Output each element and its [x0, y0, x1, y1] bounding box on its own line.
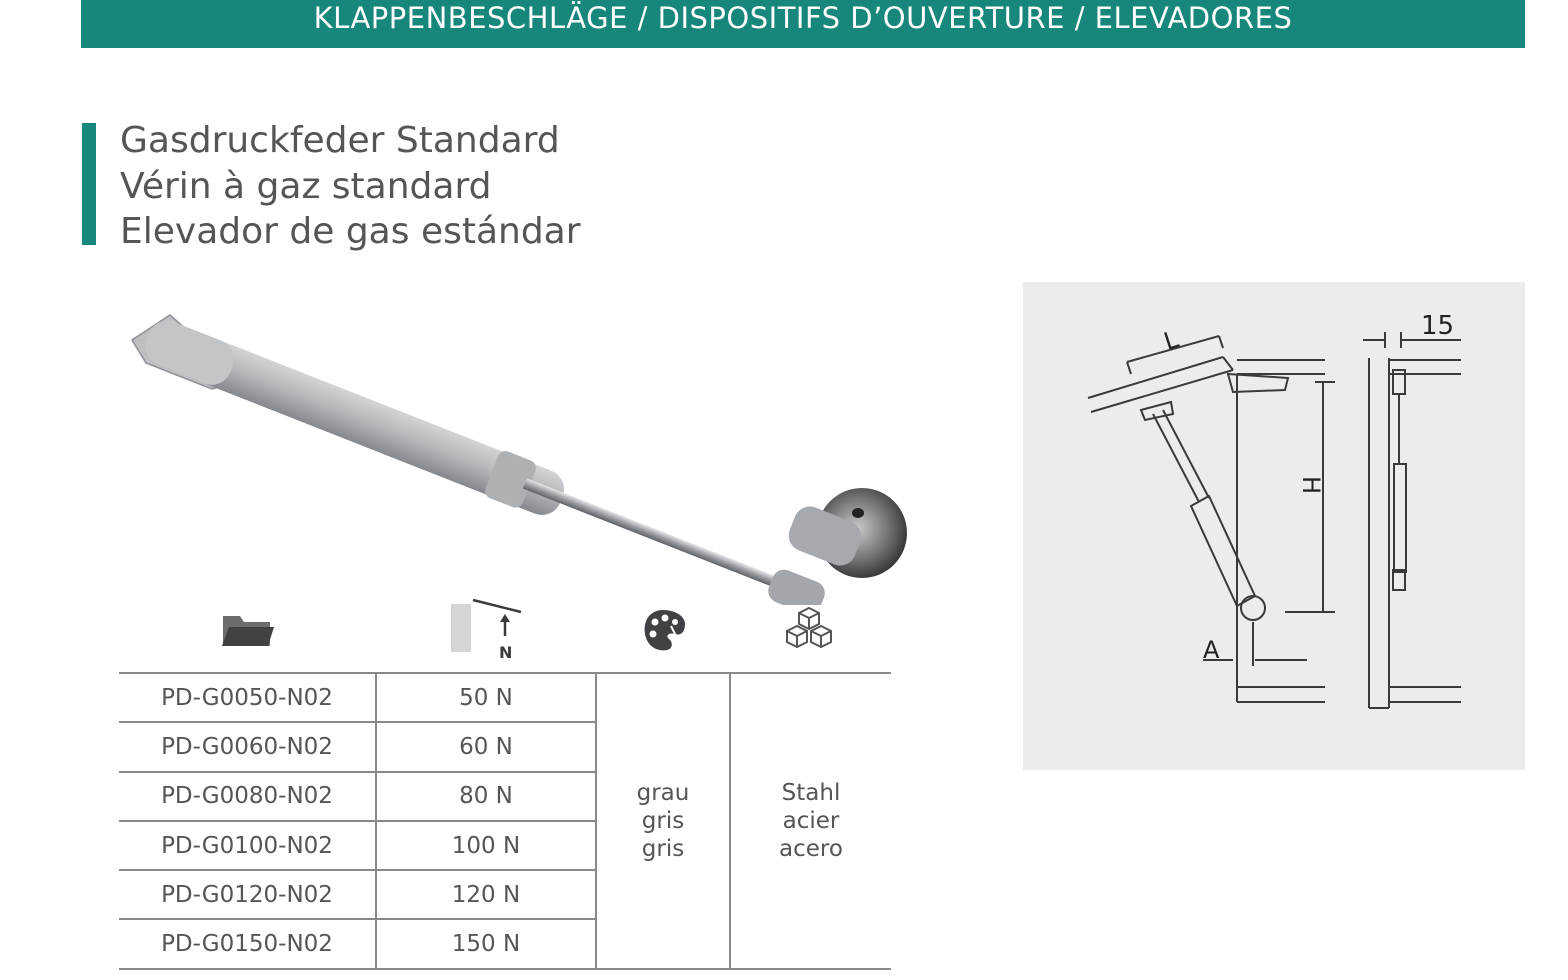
spec-table: [119, 672, 891, 970]
article-code: PD-G0150-N02: [119, 919, 376, 968]
force-value: 50 N: [376, 673, 596, 722]
palette-icon: [641, 606, 687, 654]
force-value: 150 N: [376, 919, 596, 968]
product-title: [120, 118, 581, 255]
dimension-l-label: L: [1160, 325, 1182, 356]
force-value: 60 N: [376, 722, 596, 771]
gas-spring-image: [110, 285, 920, 605]
force-value: 100 N: [376, 821, 596, 870]
cubes-icon: [783, 604, 835, 656]
svg-text:N: N: [499, 643, 513, 662]
product-title-fr: Vérin à gaz standard: [120, 165, 492, 207]
material-cell: Stahl acier acero: [730, 673, 891, 969]
dimension-15-label: 15: [1421, 311, 1455, 341]
article-code: PD-G0080-N02: [119, 772, 376, 821]
article-code: PD-G0100-N02: [119, 821, 376, 870]
section-banner: KLAPPENBESCHLÄGE / DISPOSITIFS D’OUVERTURE / ELEVADORES: [81, 0, 1525, 48]
installation-diagram: [1023, 282, 1525, 770]
dimension-h-label: H: [1297, 476, 1325, 495]
table-row: [119, 673, 891, 722]
force-newton-icon: [449, 598, 525, 662]
title-accent-bar: [82, 123, 96, 245]
article-code: PD-G0120-N02: [119, 870, 376, 919]
column-icons: [119, 598, 891, 670]
force-value: 80 N: [376, 772, 596, 821]
product-title-de: Gasdruckfeder Standard: [120, 120, 560, 161]
article-code: PD-G0050-N02: [119, 673, 376, 722]
force-value: 120 N: [376, 870, 596, 919]
color-cell: grau gris gris: [596, 673, 730, 969]
article-code: PD-G0060-N02: [119, 722, 376, 771]
product-title-es: Elevador de gas estándar: [120, 211, 581, 252]
dimension-a-label: A: [1203, 636, 1220, 664]
folder-icon: [220, 608, 276, 650]
